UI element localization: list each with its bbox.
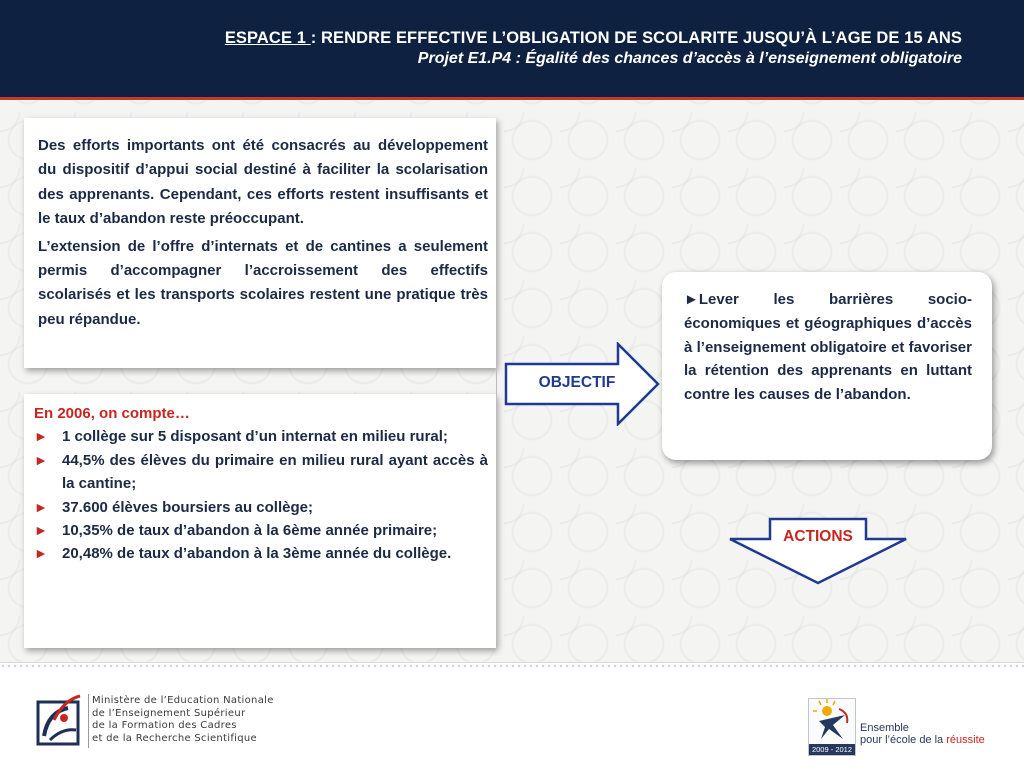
ministry-divider (88, 694, 89, 748)
list-item (34, 449, 488, 496)
facts-box (24, 394, 496, 648)
list-item (34, 542, 488, 565)
list-item (34, 519, 488, 542)
context-paragraph-2: L’extension de l’offre d’internats et de cantines a seulement permis d’accompagner l’accroissement des effectifs scolarisés et les transports scolaires restent une pratique très peu répandue. (38, 237, 488, 328)
slogan-line-1: Ensemble (860, 722, 909, 734)
arrow-bullet-icon: ► (34, 522, 48, 539)
slogan-line-2 (860, 734, 1000, 746)
fact-text: 44,5% des élèves du primaire en milieu rural ayant accès à la cantine; (62, 451, 488, 493)
footer-dots (0, 663, 1024, 669)
espace-label: ESPACE 1 (224, 29, 311, 47)
arrow-bullet-icon: ► (34, 451, 48, 468)
objective-text: Lever les barrières socio-économiques et géographiques d’accès à l’enseignement obligatoire et favoriser la rétention des apprenants en luttant contre les causes de l’abandon. (684, 291, 972, 404)
fact-text: 20,48% de taux d’abandon à la 3ème année du collège. (62, 545, 452, 563)
page-title (0, 28, 962, 48)
slogan (860, 722, 1000, 746)
header-banner (0, 0, 1024, 100)
fact-text: 10,35% de taux d’abandon à la 6ème année primaire; (62, 522, 438, 540)
fact-text: 37.600 élèves boursiers au collège; (62, 498, 313, 516)
divider-line (496, 124, 497, 644)
ministry-line: de la Formation des Cadres (92, 720, 237, 732)
objectif-label: OBJECTIF (538, 374, 616, 391)
actions-label: ACTIONS (783, 528, 853, 545)
program-logo (808, 698, 856, 756)
arrow-bullet-icon: ► (684, 291, 699, 308)
facts-list (34, 425, 488, 565)
arrow-bullet-icon: ► (34, 498, 48, 515)
list-item (34, 425, 488, 448)
star-figure-icon (809, 699, 855, 745)
ministry-line: Ministère de l’Education Nationale (92, 695, 274, 706)
fact-text: 1 collège sur 5 disposant d’un internat en milieu rural; (62, 428, 448, 446)
ministry-logo-icon (34, 690, 86, 748)
arrow-bullet-icon: ► (34, 428, 48, 445)
context-paragraph-1: Des efforts importants ont été consacrés au développement du dispositif d’appui social destiné à faciliter la scolarisation des apprenants. Cependant, ces efforts restent insuffisants et le taux d’abandon reste préoccupant. (38, 137, 488, 228)
logo-year: 2009 - 2012 (809, 744, 855, 755)
objective-box (662, 272, 992, 460)
context-box (24, 118, 496, 368)
ministry-name (92, 695, 292, 745)
title-text: : RENDRE EFFECTIVE L’OBLIGATION DE SCOLARITE JUSQU’À L’AGE DE 15 ANS (310, 29, 962, 47)
list-item (34, 496, 488, 519)
page-subtitle: Projet E1.P4 : Égalité des chances d’accès à l’enseignement obligatoire (417, 50, 962, 67)
slogan-part-a: pour l’école de la (860, 734, 947, 746)
slogan-part-b: réussite (946, 734, 985, 746)
arrow-bullet-icon: ► (34, 545, 48, 562)
facts-intro: En 2006, on compte… (34, 405, 190, 422)
ministry-line: et de la Recherche Scientifique (92, 732, 257, 744)
ministry-line: de l’Enseignement Supérieur (92, 707, 246, 719)
